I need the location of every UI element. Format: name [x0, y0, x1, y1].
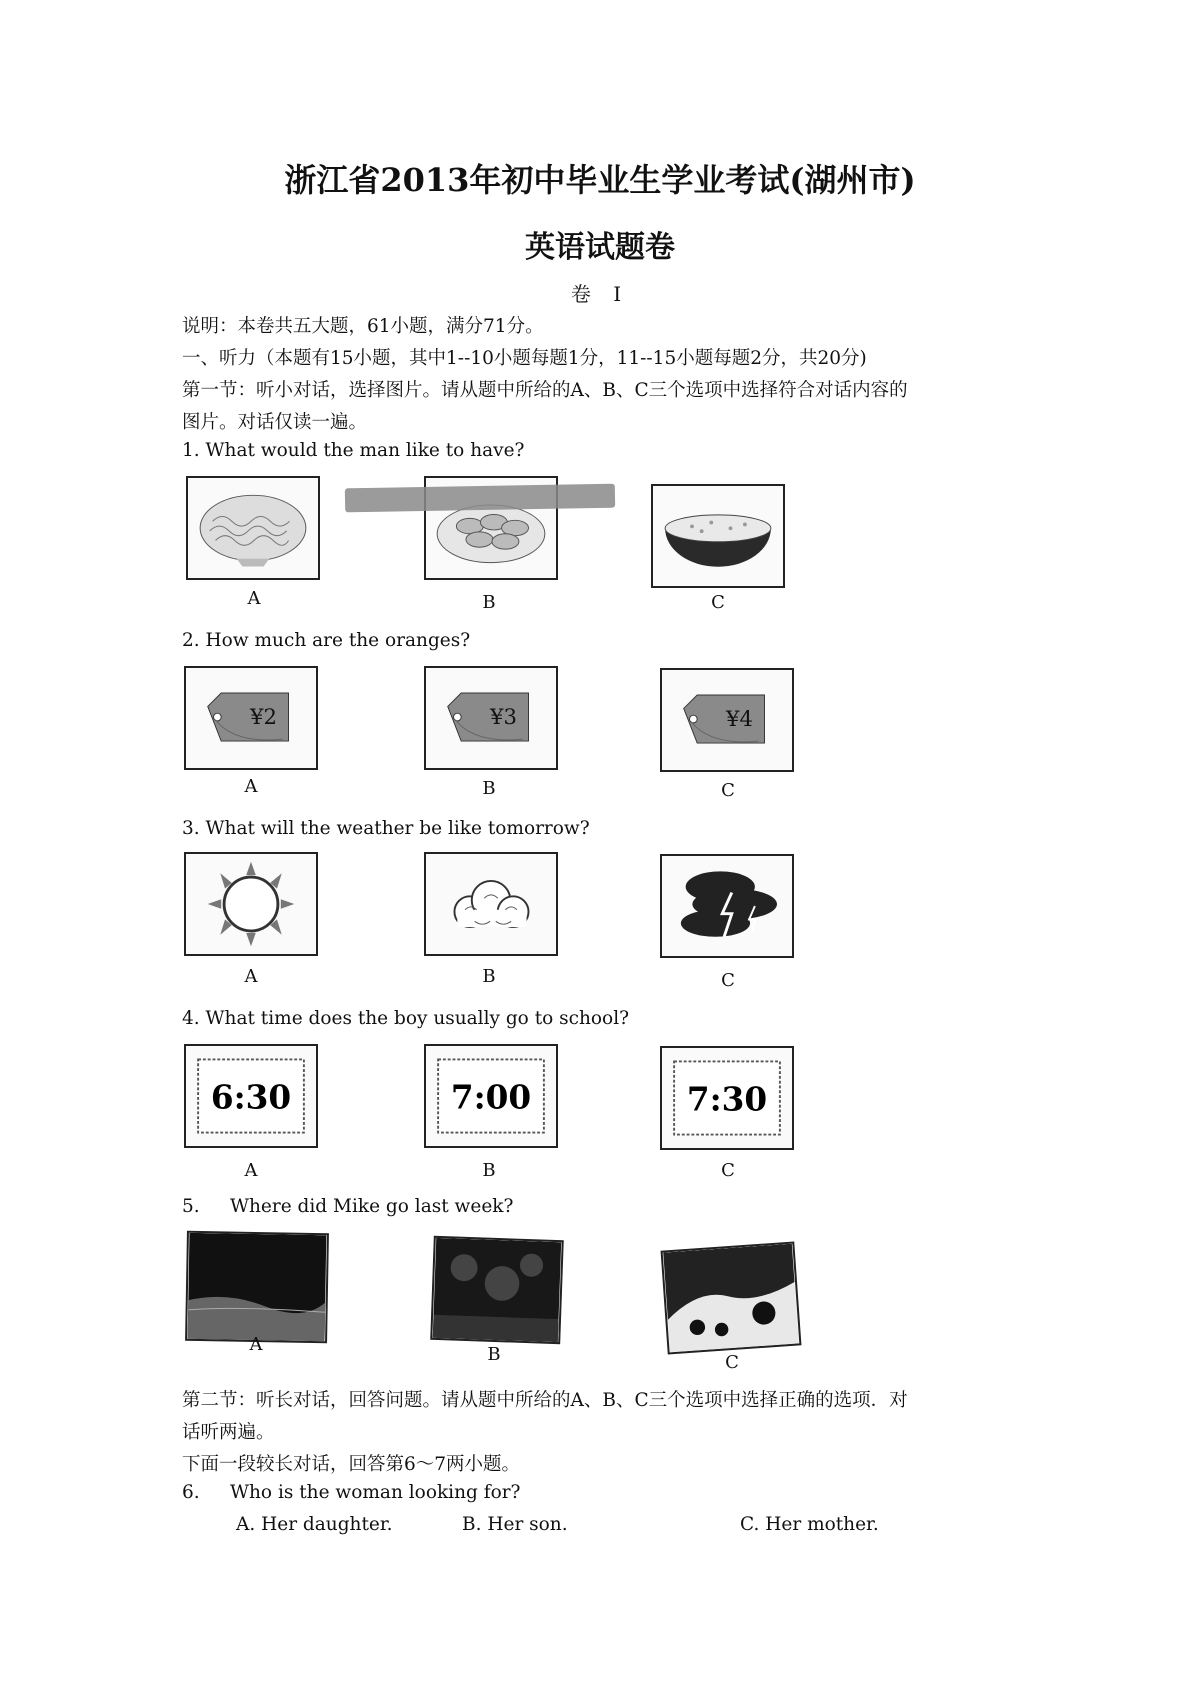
clock-card	[424, 1044, 558, 1148]
option-letter: B	[482, 592, 496, 613]
option-letter: C	[711, 592, 725, 613]
noodles-icon	[186, 476, 320, 580]
option-letter: B	[482, 966, 496, 987]
section1-instruction-2: 图片。对话仅读一遍。	[182, 412, 368, 433]
option-letter: A	[247, 588, 261, 609]
park-photo	[661, 1241, 802, 1354]
price-tag-icon	[660, 668, 794, 772]
option-letter: B	[482, 778, 496, 799]
question-4: 4. What time does the boy usually go to school?	[182, 1008, 630, 1029]
clock-time: 7:30	[686, 1079, 768, 1119]
option-c: C. Her mother.	[740, 1514, 879, 1535]
volume-label: 卷 I	[570, 282, 630, 306]
section2-instruction-2: 话听两遍。	[182, 1422, 275, 1443]
question-6: 6. Who is the woman looking for?	[182, 1482, 521, 1503]
forest-photo	[430, 1236, 564, 1344]
clock-card	[660, 1046, 794, 1150]
price-label: ¥2	[250, 703, 277, 729]
price-tag-icon	[424, 666, 558, 770]
option-letter: C	[721, 1160, 735, 1181]
option-letter: A	[244, 1160, 258, 1181]
section1-instruction-1: 第一节：听小对话，选择图片。请从题中所给的A、B、C三个选项中选择符合对话内容的	[182, 380, 908, 401]
clock-card	[184, 1044, 318, 1148]
option-letter: C	[725, 1352, 739, 1373]
question-3: 3. What will the weather be like tomorrow?	[182, 818, 590, 839]
price-tag-icon	[184, 666, 318, 770]
storm-icon	[660, 854, 794, 958]
exam-title: 浙江省2013年初中毕业生学业考试(湖州市)	[284, 161, 916, 199]
river-photo	[185, 1231, 329, 1343]
cloud-icon	[424, 852, 558, 956]
option-a: A. Her daughter.	[236, 1514, 393, 1535]
option-b: B. Her son.	[462, 1514, 568, 1535]
option-letter: B	[482, 1160, 496, 1181]
clock-time: 6:30	[210, 1077, 292, 1117]
price-label: ¥4	[726, 705, 753, 731]
exam-subtitle: 英语试题卷	[525, 230, 675, 265]
option-letter: A	[244, 776, 258, 797]
option-letter: C	[721, 970, 735, 991]
question-5: 5. Where did Mike go last week?	[182, 1196, 514, 1217]
rice-icon	[651, 484, 785, 588]
question-1: 1. What would the man like to have?	[182, 440, 525, 461]
clock-time: 7:00	[450, 1077, 532, 1117]
price-label: ¥3	[490, 703, 517, 729]
sun-icon	[184, 852, 318, 956]
question-2: 2. How much are the oranges?	[182, 630, 471, 651]
part1-heading: 一、听力（本题有15小题，其中1--10小题每题1分，11--15小题每题2分，共20分)	[182, 348, 867, 369]
redaction-mark	[345, 484, 615, 513]
option-letter: C	[721, 780, 735, 801]
option-letter: B	[487, 1344, 501, 1365]
section2-instruction-3: 下面一段较长对话，回答第6～7两小题。	[182, 1454, 521, 1475]
exam-note: 说明：本卷共五大题，61小题，满分71分。	[182, 316, 544, 337]
option-letter: A	[249, 1334, 263, 1355]
section2-instruction-1: 第二节：听长对话，回答问题。请从题中所给的A、B、C三个选项中选择正确的选项．对	[182, 1390, 908, 1411]
option-letter: A	[244, 966, 258, 987]
